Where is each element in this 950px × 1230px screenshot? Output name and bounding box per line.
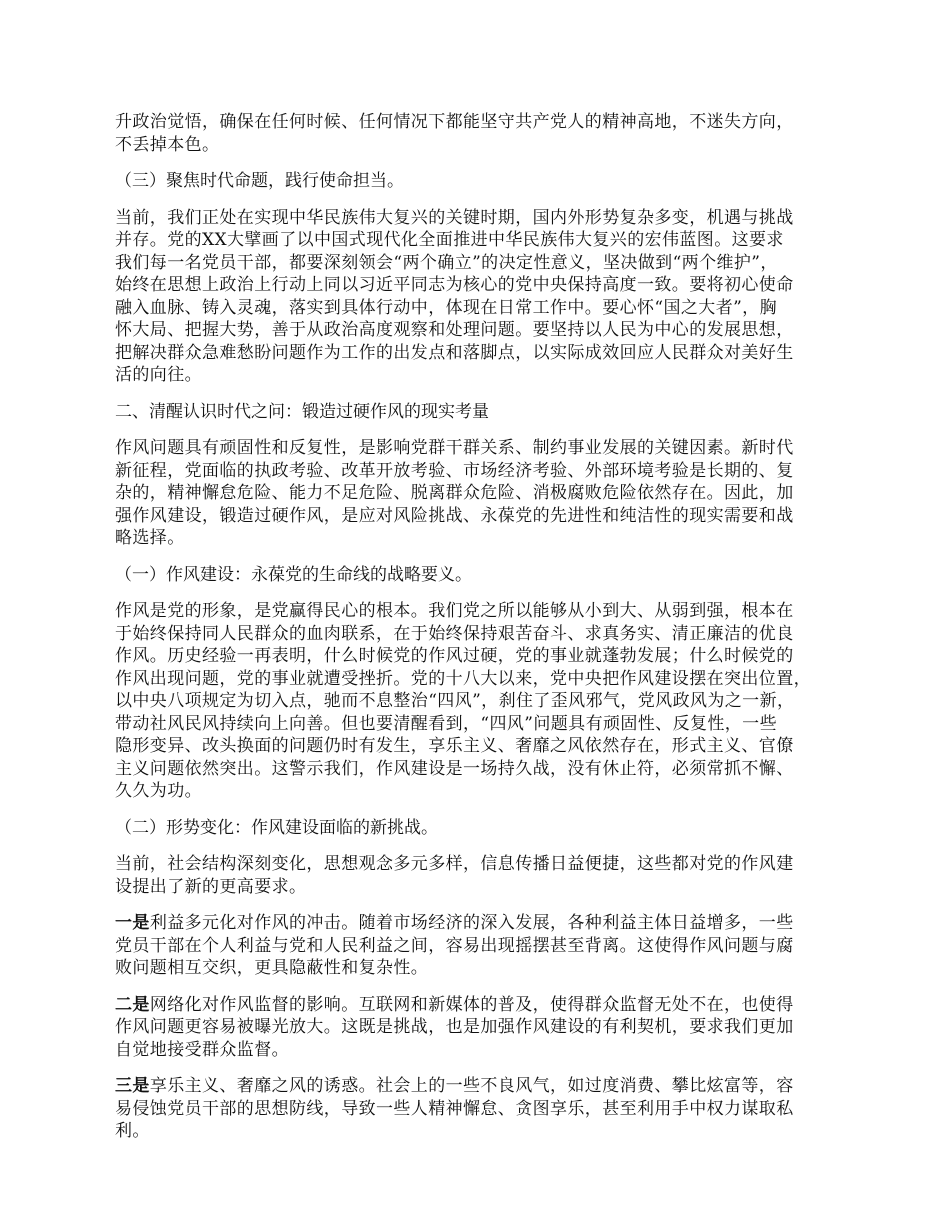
text-line: 以中央八项规定为切入点，驰而不息整治“四风”，刹住了歪风邪气，党风政风为之一新，: [115, 691, 795, 711]
paragraph-party-image: [115, 600, 845, 803]
text-line: 融入血脉、铸入灵魂，落实到具体行动中，体现在日常工作中。要心怀“国之大者”，胸: [115, 297, 777, 318]
text-line: 作风是党的形象，是党赢得民心的根本。我们党之所以能够从小到大、从弱到强，根本在: [115, 601, 794, 621]
text-line: 不丢掉本色。: [115, 134, 220, 155]
text-line: 并存。党的XX大擘画了以中国式现代化全面推进中华民族伟大复兴的宏伟蓝图。这要求: [115, 230, 784, 250]
text-line: 把解决群众急难愁盼问题作为工作的出发点和落脚点，以实际成效回应人民群众对美好生: [115, 342, 794, 363]
text-line: 党员干部在个人利益与党和人民利益之间，容易出现摇摆甚至背离。这使得作风问题与腐: [115, 935, 794, 956]
text-line: [115, 1075, 845, 1098]
text-line: 主义问题依然突出。这警示我们，作风建设是一场持久战，没有休止符，必须常抓不懈、: [115, 758, 794, 779]
text-line: 带动社风民风持续向上向善。但也要清醒看到，“四风”问题具有顽固性、反复性，一些: [115, 713, 777, 734]
paragraph-style-issues: [115, 437, 845, 550]
text-line: 作风。历史经验一再表明，什么时候党的作风过硬，党的事业就蓬勃发展；什么时候党的: [115, 646, 794, 666]
text-line: 杂的，精神懈怠危险、能力不足危险、脱离群众危险、消极腐败危险依然存在。因此，加: [115, 483, 794, 503]
paragraph-continuation: [115, 111, 845, 156]
text-line: 败问题相互交织，更具隐蔽性和复杂性。: [115, 958, 429, 978]
paragraph-point-1: [115, 912, 845, 980]
text-line: 当前，社会结构深刻变化，思想观念多元多样，信息传播日益便捷，这些都对党的作风建: [115, 854, 794, 874]
text-line: [115, 912, 845, 935]
text-run: 利益多元化对作风的冲击。随着市场经济的深入发展，各种利益主体日益增多，一些: [149, 913, 794, 933]
text-line: 升政治觉悟，确保在任何时候、任何情况下都能坚守共产党人的精神高地，不迷失方向，: [115, 112, 794, 132]
text-line: 始终在思想上政治上行动上同以习近平同志为核心的党中央保持高度一致。要将初心使命: [115, 275, 794, 295]
text-line: 易侵蚀党员干部的思想防线，导致一些人精神懈怠、贪图享乐，甚至利用手中权力谋取私: [115, 1098, 794, 1119]
text-run: 享乐主义、奢靡之风的诱惑。社会上的一些不良风气，如过度消费、攀比炫富等，容: [149, 1076, 794, 1096]
paragraph-social-change: [115, 853, 845, 898]
text-line: 新征程，党面临的执政考验、改革开放考验、市场经济考验、外部环境考验是长期的、复: [115, 460, 794, 481]
point-lead-label: 一是: [115, 913, 150, 933]
text-line: 作风出现问题，党的事业就遭受挫折。党的十八大以来，党中央把作风建设摆在突出位置，: [115, 668, 811, 689]
text-line: 强作风建设，锻造过硬作风，是应对风险挑战、永葆党的先进性和纯洁性的现实需要和战: [115, 505, 794, 526]
paragraph-point-2: [115, 994, 845, 1062]
text-line: 活的向往。: [115, 365, 202, 385]
section-heading-2: 二、清醒认识时代之问：锻造过硬作风的现实考量: [115, 401, 489, 422]
document-page: [115, 111, 845, 1157]
text-line: 久久为功。: [115, 781, 202, 801]
point-lead-label: 三是: [115, 1076, 150, 1096]
section-heading-3: （三）聚焦时代命题，践行使命担当。: [115, 171, 404, 191]
text-line: [115, 994, 845, 1017]
point-lead-label: 二是: [115, 994, 150, 1015]
text-line: 自觉地接受群众监督。: [115, 1039, 289, 1060]
paragraph-mission: [115, 207, 845, 387]
text-line: 略选择。: [115, 528, 185, 548]
text-line: 利。: [115, 1121, 150, 1141]
text-run: 网络化对作风监督的影响。互联网和新媒体的普及，使得群众监督无处不在，也使得: [149, 994, 794, 1015]
text-line: 设提出了新的更高要求。: [115, 876, 307, 897]
text-line: 作风问题具有顽固性和反复性，是影响党群干群关系、制约事业发展的关键因素。新时代: [115, 438, 794, 458]
subsection-heading-2: （二）形势变化：作风建设面临的新挑战。: [115, 817, 438, 838]
text-line: 于始终保持同人民群众的血肉联系，在于始终保持艰苦奋斗、求真务实、清正廉洁的优良: [115, 623, 794, 644]
paragraph-point-3: [115, 1075, 845, 1143]
text-line: 我们每一名党员干部，都要深刻领会“两个确立”的决定性意义，坚决做到“两个维护”，: [115, 252, 778, 273]
subsection-heading-1: （一）作风建设：永葆党的生命线的战略要义。: [115, 564, 472, 585]
text-line: 隐形变异、改头换面的问题仍时有发生，享乐主义、奢靡之风依然存在，形式主义、官僚: [115, 736, 794, 756]
text-line: 当前，我们正处在实现中华民族伟大复兴的关键时期，国内外形势复杂多变，机遇与挑战: [115, 207, 794, 228]
text-line: 作风问题更容易被曝光放大。这既是挑战，也是加强作风建设的有利契机，要求我们更加: [115, 1017, 794, 1037]
text-line: 怀大局、把握大势，善于从政治高度观察和处理问题。要坚持以人民为中心的发展思想，: [115, 320, 794, 340]
